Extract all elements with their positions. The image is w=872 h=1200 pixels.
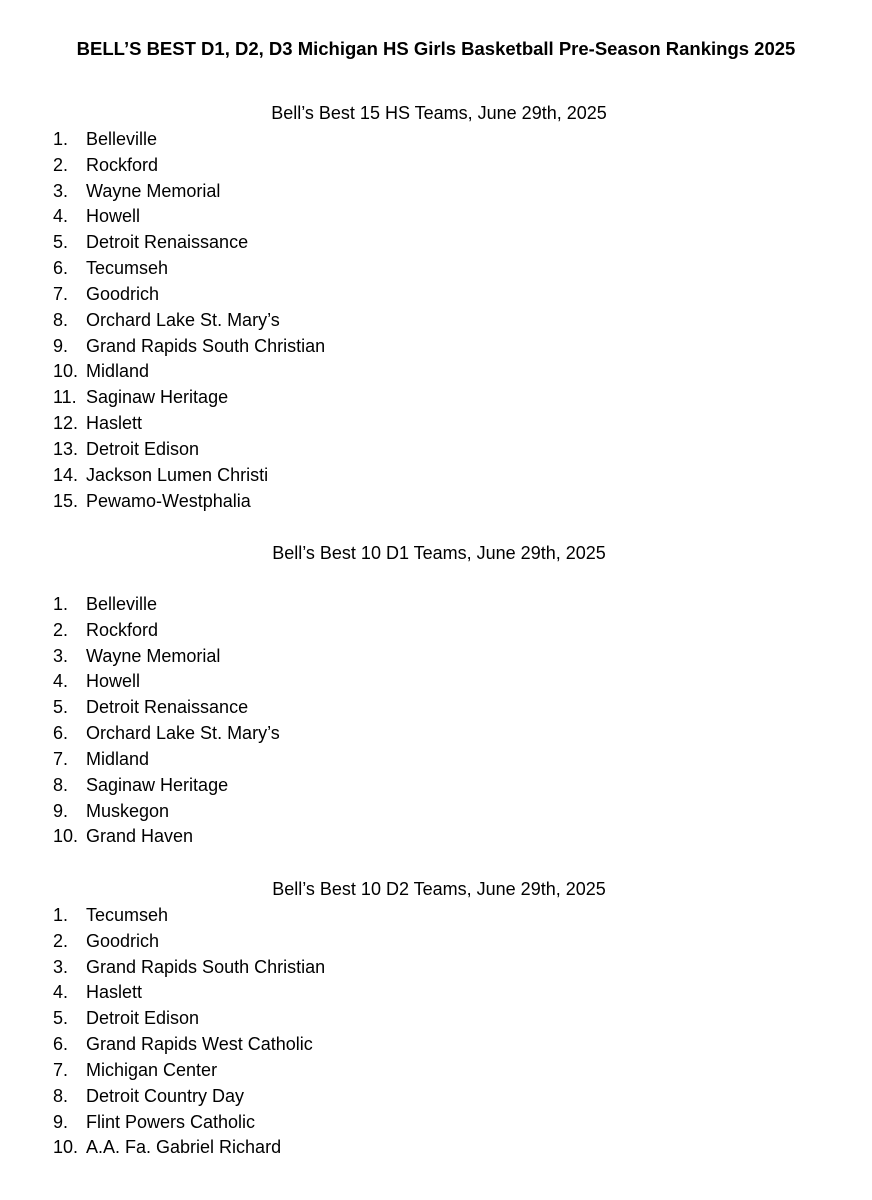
team-name: Flint Powers Catholic: [86, 1111, 256, 1132]
rank-number: 4.: [53, 671, 69, 692]
team-name: Saginaw Heritage: [86, 774, 229, 795]
team-name: Belleville: [86, 594, 158, 614]
rank-number: 9.: [53, 800, 69, 821]
team-name: Wayne Memorial: [86, 180, 221, 201]
team-name: Rockford: [86, 154, 159, 175]
team-name: Detroit Edison: [86, 1008, 200, 1029]
team-name: Muskegon: [86, 800, 170, 821]
rank-number: 10.: [53, 361, 79, 382]
rank-number: 13.: [53, 438, 79, 459]
rank-number: 1.: [53, 129, 69, 149]
team-name: Howell: [86, 671, 141, 692]
rank-number: 10.: [53, 826, 79, 847]
team-name: Midland: [86, 361, 150, 382]
team-name: Saginaw Heritage: [86, 387, 229, 408]
rank-number: 5.: [53, 232, 69, 253]
team-name: A.A. Fa. Gabriel Richard: [86, 1137, 282, 1158]
team-name: Midland: [86, 748, 150, 769]
rank-number: 5.: [53, 697, 69, 718]
team-name: Orchard Lake St. Mary’s: [86, 309, 280, 330]
team-name: Grand Haven: [86, 826, 194, 847]
team-name: Haslett: [86, 982, 143, 1003]
rank-number: 14.: [53, 464, 79, 485]
section-heading-hs: Bell’s Best 15 HS Teams, June 29th, 2025: [271, 103, 607, 123]
rank-number: 5.: [53, 1008, 69, 1029]
team-name: Haslett: [86, 413, 143, 434]
rank-number: 15.: [53, 490, 79, 511]
rank-number: 1.: [53, 594, 69, 614]
rank-number: 2.: [53, 154, 69, 175]
team-name: Detroit Renaissance: [86, 232, 249, 253]
team-name: Grand Rapids South Christian: [86, 956, 326, 977]
rank-number: 8.: [53, 309, 69, 330]
section-heading-d1: Bell’s Best 10 D1 Teams, June 29th, 2025: [272, 543, 606, 563]
rank-number: 9.: [53, 335, 69, 356]
team-name: Pewamo-Westphalia: [86, 490, 251, 511]
rank-number: 6.: [53, 258, 69, 279]
team-name: Grand Rapids South Christian: [86, 335, 326, 356]
rank-number: 10.: [53, 1137, 79, 1158]
team-name: Detroit Renaissance: [86, 697, 249, 718]
rank-number: 6.: [53, 1034, 69, 1055]
rank-number: 12.: [53, 413, 79, 434]
rank-number: 4.: [53, 206, 69, 227]
team-name: Belleville: [86, 129, 158, 149]
team-name: Wayne Memorial: [86, 645, 221, 666]
rank-number: 3.: [53, 956, 69, 977]
team-name: Goodrich: [86, 930, 160, 951]
team-name: Detroit Country Day: [86, 1085, 245, 1106]
rank-number: 11.: [53, 387, 77, 408]
team-name: Detroit Edison: [86, 438, 200, 459]
rank-number: 3.: [53, 645, 69, 666]
rank-number: 1.: [53, 905, 69, 925]
team-name: Jackson Lumen Christi: [86, 464, 269, 485]
rank-number: 3.: [53, 180, 69, 201]
rank-number: 2.: [53, 930, 69, 951]
rank-number: 8.: [53, 774, 69, 795]
team-name: Grand Rapids West Catholic: [86, 1034, 313, 1055]
rank-number: 4.: [53, 982, 69, 1003]
rank-number: 2.: [53, 619, 69, 640]
rank-number: 7.: [53, 283, 69, 304]
team-name: Orchard Lake St. Mary’s: [86, 723, 280, 744]
rank-number: 7.: [53, 748, 69, 769]
team-name: Rockford: [86, 619, 159, 640]
document-title: BELL’S BEST D1, D2, D3 Michigan HS Girls Basketball Pre-Season Rankings 2025: [76, 38, 796, 59]
section-heading-d2: Bell’s Best 10 D2 Teams, June 29th, 2025: [272, 879, 606, 899]
team-name: Michigan Center: [86, 1059, 218, 1080]
rank-number: 9.: [53, 1111, 69, 1132]
team-name: Tecumseh: [86, 905, 169, 925]
team-name: Howell: [86, 206, 141, 227]
team-name: Goodrich: [86, 283, 160, 304]
team-name: Tecumseh: [86, 258, 169, 279]
rank-number: 6.: [53, 723, 69, 744]
rank-number: 8.: [53, 1085, 69, 1106]
rank-number: 7.: [53, 1059, 69, 1080]
